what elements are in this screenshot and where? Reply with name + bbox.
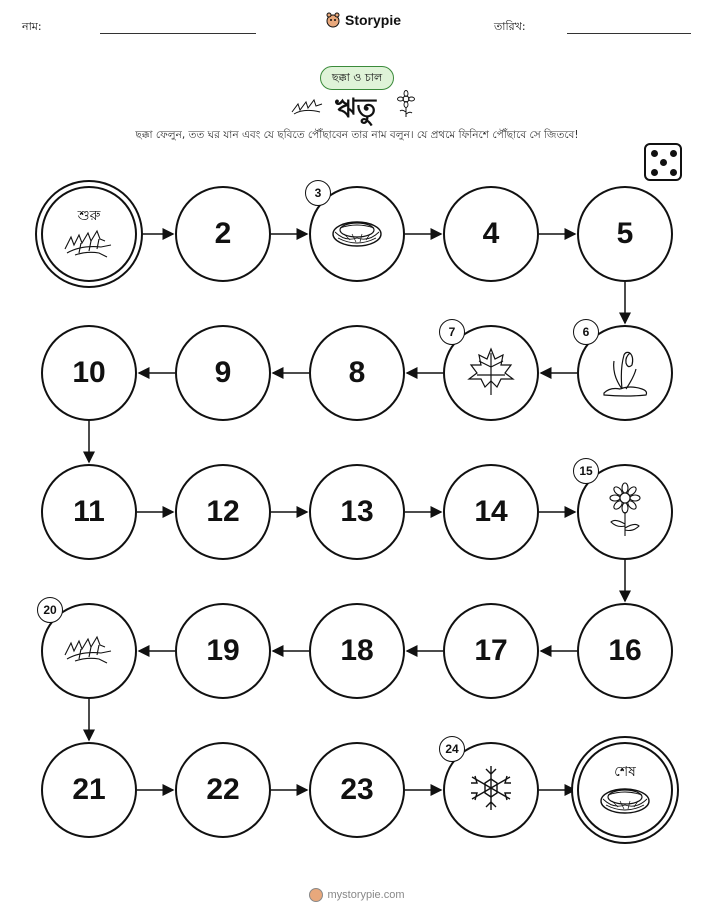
cell-number: 10 — [72, 356, 106, 389]
cell-number: 5 — [616, 217, 634, 250]
cell-number: 8 — [348, 356, 366, 389]
board-cell-5 — [577, 186, 673, 282]
start-label: শুরু — [77, 208, 101, 224]
cell-number: 2 — [214, 217, 232, 250]
end-cell — [577, 742, 673, 838]
cell-number: 9 — [214, 356, 232, 389]
page-title: ঋতু — [335, 94, 377, 124]
board-cell-19 — [175, 603, 271, 699]
cell-number: 23 — [340, 773, 374, 806]
board-cell-16 — [577, 603, 673, 699]
cell-number: 22 — [206, 773, 240, 806]
board-cell-22 — [175, 742, 271, 838]
cell-number: 18 — [340, 634, 374, 667]
date-label: তারিখ: — [494, 20, 526, 33]
cell-number-badge: 24 — [439, 736, 465, 762]
footer — [0, 888, 714, 902]
board-cell-21 — [41, 742, 137, 838]
cell-number-badge: 3 — [305, 180, 331, 206]
board-cell-11 — [41, 464, 137, 560]
brand-name: Storypie — [345, 12, 402, 28]
game-type-pill: ছক্কা ও চাল — [320, 66, 394, 90]
board-cell-14 — [443, 464, 539, 560]
geese-icon — [61, 629, 117, 673]
snowflake-icon — [466, 763, 516, 817]
footer-mascot-icon — [309, 888, 323, 902]
leaf-icon — [467, 345, 515, 401]
board-cell-9 — [175, 325, 271, 421]
cell-number-badge: 7 — [439, 319, 465, 345]
cell-number: 4 — [482, 217, 500, 250]
board-cell-12 — [175, 464, 271, 560]
cell-number: 12 — [206, 495, 240, 528]
nest-icon — [598, 779, 652, 823]
board-cell-8 — [309, 325, 405, 421]
board-cell-17 — [443, 603, 539, 699]
nest-icon — [330, 212, 384, 256]
board-cell-23 — [309, 742, 405, 838]
cell-number-badge: 20 — [37, 597, 63, 623]
cell-number: 19 — [206, 634, 240, 667]
sunflower-icon — [605, 482, 645, 542]
board-cell-10 — [41, 325, 137, 421]
snowdrop-icon — [600, 343, 650, 403]
board-cell-4 — [443, 186, 539, 282]
footer-url: mystorypie.com — [327, 888, 405, 901]
cell-number-badge: 6 — [573, 319, 599, 345]
cell-number: 14 — [474, 495, 508, 528]
start-cell — [41, 186, 137, 282]
cell-number: 13 — [340, 495, 374, 528]
cell-number: 16 — [608, 634, 642, 667]
board-cell-2 — [175, 186, 271, 282]
cell-number: 11 — [73, 495, 105, 528]
cell-number: 21 — [72, 773, 106, 806]
cell-number: 17 — [474, 634, 508, 667]
board-cell-13 — [309, 464, 405, 560]
cell-number-badge: 15 — [573, 458, 599, 484]
instructions: ছক্কা ফেলুন, তত ঘর যান এবং যে ছবিতে পৌঁছাবেন তার নাম বলুন। যে প্রথমে ফিনিশে পৌঁছাবে সে জিতবে! — [135, 129, 579, 141]
end-label: শেষ — [614, 764, 636, 780]
board-cell-18 — [309, 603, 405, 699]
geese-icon — [61, 223, 117, 267]
name-label: নাম: — [22, 20, 42, 33]
